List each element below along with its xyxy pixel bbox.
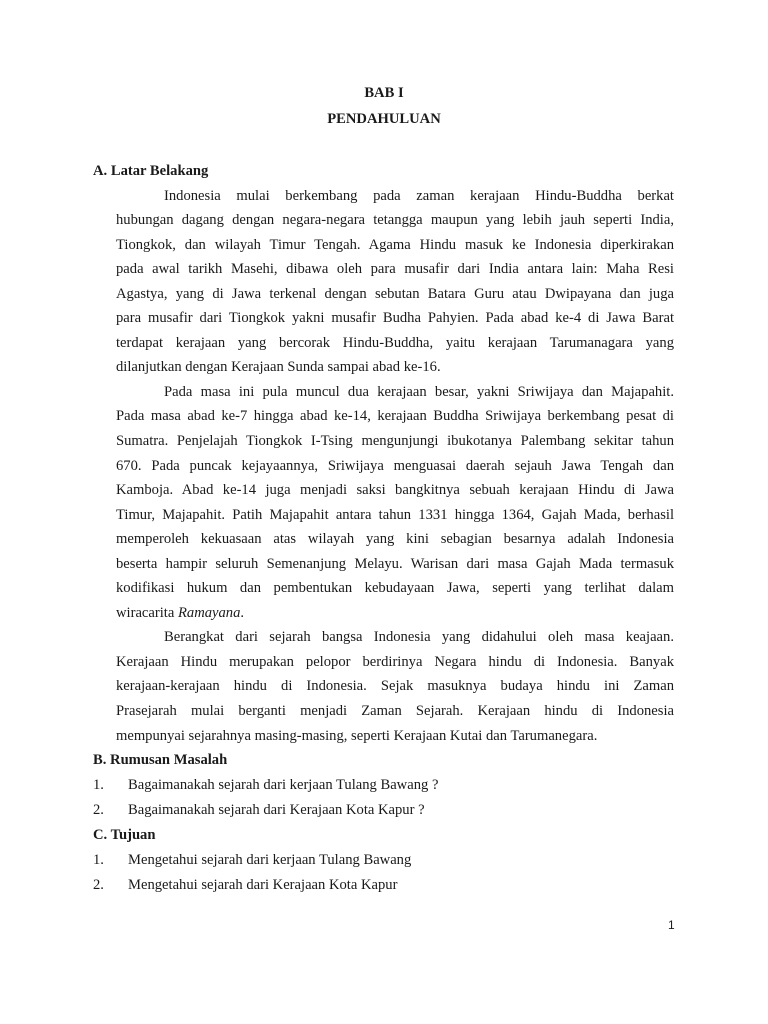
- text-line: [116, 404, 674, 429]
- text-line: [116, 552, 674, 577]
- line-text: beserta hampir seluruh Semenanjung Melayu. Warisan dari masa Gajah Mada termasuk: [116, 555, 674, 572]
- line-text: Berangkat dari sejarah bangsa Indonesia yang didahului oleh masa keajaan.: [164, 629, 674, 646]
- text-line: [116, 503, 674, 528]
- line-text: kodifikasi hukum dan pembentukan kebudayaan Jawa, seperti yang terlihat dalam: [116, 580, 674, 597]
- line-text: mempunyai sejarahnya masing-masing, seperti Kerajaan Kutai dan Tarumanegara.: [116, 727, 598, 744]
- line-text: kerajaan-kerajaan hindu di Indonesia. Sejak masuknya budaya hindu ini Zaman: [116, 678, 674, 695]
- list-item: [93, 798, 674, 823]
- line-text: dilanjutkan dengan Kerajaan Sunda sampai abad ke-16.: [116, 359, 441, 376]
- line-text: Kamboja. Abad ke-14 juga menjadi saksi bangkitnya sebuah kerajaan Hindu di Jawa: [116, 482, 674, 499]
- paragraph: [93, 625, 674, 748]
- line-text: terdapat kerajaan yang bercorak Hindu-Buddha, yaitu kerajaan Tarumanagara yang: [116, 334, 674, 351]
- text-line: [116, 625, 674, 650]
- section-heading-tujuan: C. Tujuan: [93, 827, 156, 844]
- list-number: 1.: [93, 851, 104, 868]
- paragraph: [93, 380, 674, 625]
- line-text: Pada masa abad ke-7 hingga abad ke-14, kerajaan Buddha Sriwijaya berkembang pesat di: [116, 408, 674, 425]
- chapter-label: BAB I: [364, 85, 404, 101]
- chapter-title: PENDAHULUAN: [327, 111, 441, 127]
- text-line: [116, 184, 674, 209]
- text-line: [116, 355, 674, 380]
- text-line: [116, 454, 674, 479]
- line-text: Tiongkok, dan wilayah Timur Tengah. Agama Hindu masuk ke Indonesia diperkirakan: [116, 236, 674, 253]
- section-heading-rumusan-masalah: B. Rumusan Masalah: [93, 752, 228, 769]
- italic-text: Ramayana: [177, 604, 241, 621]
- line-text: hubungan dagang dengan negara-negara tetangga maupun yang lebih jauh seperti India,: [116, 212, 674, 229]
- line-text: pada awal tarikh Masehi, dibawa oleh para musafir dari India antara lain: Maha Resi: [116, 261, 674, 278]
- line-text: Kerajaan Hindu merupakan pelopor berdirinya Negara hindu di Indonesia. Banyak: [116, 653, 674, 670]
- list-number: 2.: [93, 877, 104, 894]
- section-heading-latar-belakang: A. Latar Belakang: [93, 163, 209, 179]
- list-text: Mengetahui sejarah dari kerjaan Tulang Bawang: [128, 851, 412, 868]
- text-segment: wiracarita: [116, 604, 178, 621]
- text-line: [116, 724, 674, 749]
- paragraph: [93, 184, 674, 380]
- text-line: [116, 306, 674, 331]
- text-line: [116, 257, 674, 282]
- line-text: Indonesia mulai berkembang pada zaman kerajaan Hindu-Buddha berkat: [164, 187, 674, 204]
- text-segment: .: [240, 604, 245, 621]
- text-line: [116, 429, 674, 454]
- line-text: Agastya, yang di Jawa terkenal dengan sebutan Batara Guru atau Dwipayana dan juga: [116, 285, 674, 302]
- problem-list: [93, 773, 674, 824]
- text-line: [116, 208, 674, 233]
- list-item: [93, 848, 674, 873]
- document-body: [93, 159, 674, 898]
- line-text: Prasejarah mulai berganti menjadi Zaman Sejarah. Kerajaan hindu di Indonesia: [116, 703, 674, 720]
- list-number: 1.: [93, 776, 104, 793]
- line-text: Sumatra. Penjelajah Tiongkok I-Tsing mengunjungi ibukotanya Palembang sekitar tahun: [116, 433, 674, 450]
- line-text: 670. Pada puncak kejayaannya, Sriwijaya menguasai daerah sejauh Jawa Tengah dan: [116, 457, 674, 474]
- text-line: [116, 601, 674, 626]
- list-number: 2.: [93, 801, 104, 818]
- line-text: Timur, Majapahit. Patih Majapahit antara tahun 1331 hingga 1364, Gajah Mada, berhasil: [116, 506, 674, 523]
- list-text: Bagaimanakah sejarah dari Kerajaan Kota Kapur ?: [128, 801, 425, 818]
- line-text: memperoleh kekuasaan atas wilayah yang kini sebagian besarnya adalah Indonesia: [116, 531, 674, 548]
- page-number: 1: [668, 918, 675, 932]
- list-text: Bagaimanakah sejarah dari kerjaan Tulang Bawang ?: [128, 776, 439, 793]
- line-text: para musafir dari Tiongkok yakni musafir Budha Pahyien. Pada abad ke-4 di Jawa Barat: [116, 310, 674, 327]
- background-paragraphs: [93, 184, 674, 749]
- text-line: [116, 527, 674, 552]
- text-line: [116, 380, 674, 405]
- text-line: [116, 699, 674, 724]
- text-line: [116, 331, 674, 356]
- line-text: Pada masa ini pula muncul dua kerajaan besar, yakni Sriwijaya dan Majapahit.: [164, 383, 674, 400]
- text-line: [116, 576, 674, 601]
- list-text: Mengetahui sejarah dari Kerajaan Kota Kapur: [128, 877, 398, 894]
- objective-list: [93, 848, 674, 899]
- list-item: [93, 773, 674, 798]
- text-line: [116, 650, 674, 675]
- list-item: [93, 873, 674, 898]
- text-line: [116, 282, 674, 307]
- text-line: [116, 233, 674, 258]
- text-line: [116, 478, 674, 503]
- text-line: [116, 674, 674, 699]
